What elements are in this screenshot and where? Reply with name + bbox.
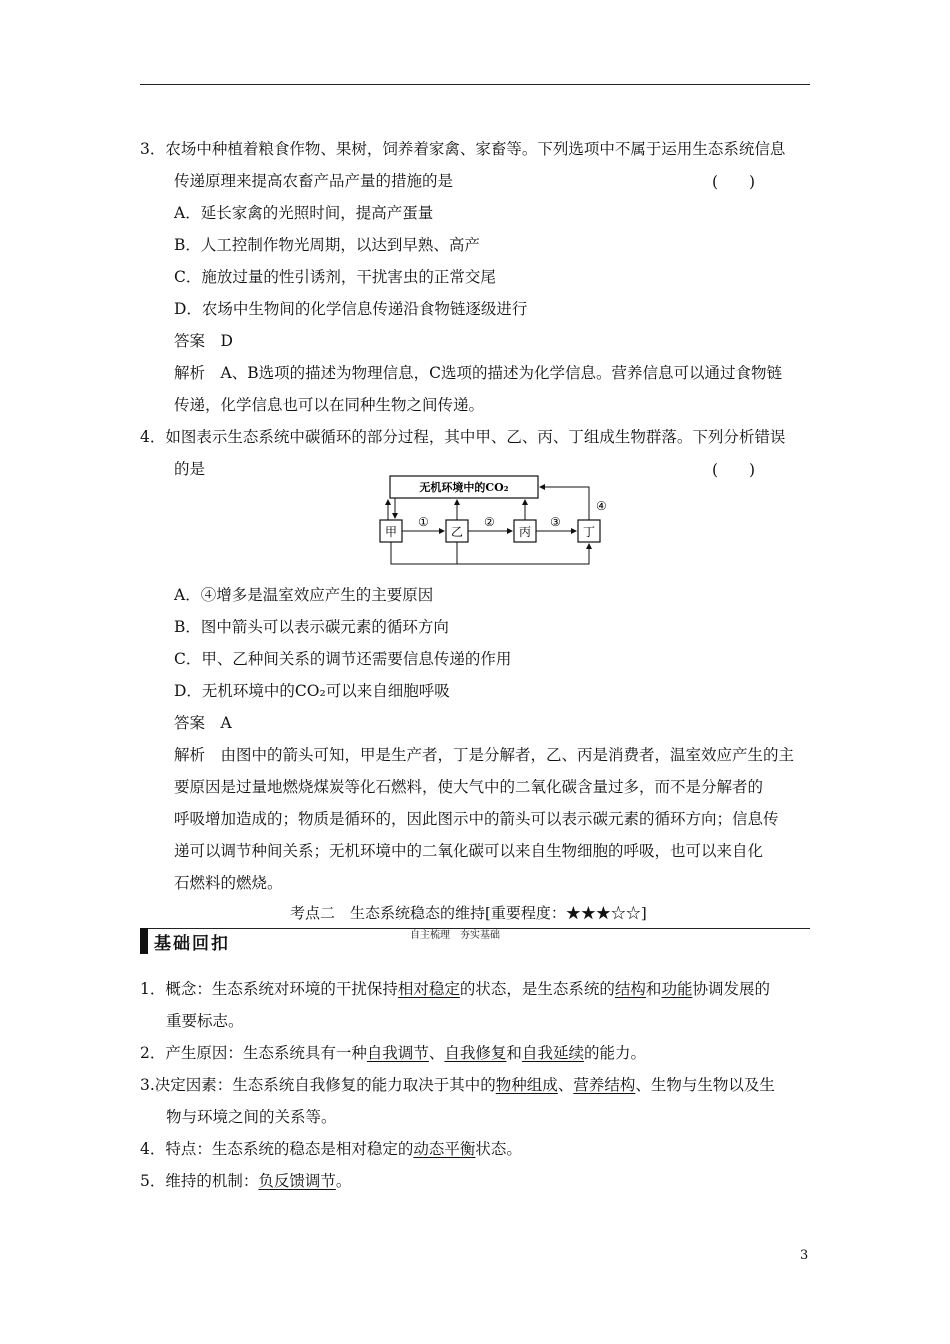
q3-analysis-line1: 解析 A、B选项的描述为物理信息，C选项的描述为化学信息。营养信息可以通过食物链	[174, 364, 782, 382]
q4-option-d: D．无机环境中的CO₂可以来自细胞呼吸	[174, 682, 450, 700]
header-rule	[140, 84, 810, 85]
point-5: 5．维持的机制：负反馈调节。	[140, 1172, 352, 1190]
arrow-label-2: ②	[484, 515, 495, 529]
q3-answer-bracket: ( )	[712, 173, 756, 191]
q3-stem-line2: 传递原理来提高农畜产品产量的措施的是	[174, 172, 454, 190]
q4-option-a: A．④增多是温室效应产生的主要原因	[174, 586, 434, 604]
node-yi-label: 乙	[450, 525, 464, 539]
node-jia-label: 甲	[384, 525, 398, 539]
node-ding-label: 丁	[582, 525, 596, 539]
banner-block	[140, 928, 148, 954]
q3-option-d: D．农场中生物间的化学信息传递沿食物链逐级进行	[174, 300, 528, 318]
point-1-line2: 重要标志。	[166, 1012, 244, 1030]
co2-box-label: 无机环境中的CO₂	[419, 481, 509, 494]
q4-analysis-line2: 要原因是过量地燃烧煤炭等化石燃料，使大气中的二氧化碳含量过多，而不是分解者的	[174, 778, 764, 796]
q4-analysis-line3: 呼吸增加造成的；物质是循环的，因此图示中的箭头可以表示碳元素的循环方向；信息传	[174, 810, 779, 828]
q4-option-b: B．图中箭头可以表示碳元素的循环方向	[174, 618, 449, 636]
blank-trophic-structure: 营养结构	[573, 1076, 636, 1094]
point-1-line1: 1．概念：生态系统对环境的干扰保持相对稳定的状态，是生态系统的结构和功能协调发展的	[140, 980, 770, 998]
section-subtitle: 自主梳理 夯实基础	[410, 930, 500, 941]
blank-dynamic-balance: 动态平衡	[413, 1140, 476, 1158]
q4-stem-line1: 4．如图表示生态系统中碳循环的部分过程，其中甲、乙、丙、丁组成生物群落。下列分析错误	[140, 428, 786, 446]
q4-analysis-line1: 解析 由图中的箭头可知，甲是生产者，丁是分解者，乙、丙是消费者，温室效应产生的主	[174, 746, 795, 764]
blank-function: 功能	[661, 980, 693, 998]
blank-relative-stability: 相对稳定	[397, 980, 460, 998]
section-title: 考点二 生态系统稳态的维持[重要程度：★★★☆☆]	[290, 904, 647, 922]
arrow-label-3: ③	[550, 515, 561, 529]
blank-structure: 结构	[614, 980, 646, 998]
q3-stem-line1: 3．农场中种植着粮食作物、果树，饲养着家禽、家畜等。下列选项中不属于运用生态系统信息	[140, 140, 786, 158]
q3-option-c: C．施放过量的性引诱剂，干扰害虫的正常交尾	[174, 268, 496, 286]
blank-negative-feedback: 负反馈调节	[258, 1172, 336, 1190]
q3-option-a: A．延长家禽的光照时间，提高产蛋量	[174, 204, 434, 222]
arrow-ding-to-co2	[540, 487, 589, 520]
point-3-line1: 3.决定因素：生态系统自我修复的能力取决于其中的物种组成、营养结构、生物与生物以及生	[140, 1076, 775, 1094]
arrow-jia-to-ding	[391, 542, 589, 564]
q3-analysis-line2: 传递，化学信息也可以在同种生物之间传递。	[174, 396, 485, 414]
arrow-label-1: ①	[418, 515, 429, 529]
page-number: 3	[800, 1248, 809, 1263]
carbon-cycle-diagram	[378, 474, 608, 574]
point-2: 2．产生原因：生态系统具有一种自我调节、自我修复和自我延续的能力。	[140, 1044, 646, 1062]
blank-self-regulation: 自我调节	[366, 1044, 429, 1062]
q4-stem-line2: 的是	[174, 460, 206, 478]
blank-self-continuation: 自我延续	[521, 1044, 584, 1062]
q4-analysis-line5: 石燃料的燃烧。	[174, 874, 283, 892]
section-banner	[140, 928, 260, 954]
blank-species-composition: 物种组成	[495, 1076, 558, 1094]
point-4: 4．特点：生态系统的稳态是相对稳定的动态平衡状态。	[140, 1140, 522, 1158]
arrow-label-4: ④	[596, 499, 607, 513]
q3-option-b: B．人工控制作物光周期，以达到早熟、高产	[174, 236, 480, 254]
q4-option-c: C．甲、乙种间关系的调节还需要信息传递的作用	[174, 650, 512, 668]
point-3-line2: 物与环境之间的关系等。	[166, 1108, 337, 1126]
q4-analysis-line4: 递可以调节种间关系；无机环境中的二氧化碳可以来自生物细胞的呼吸，也可以来自化	[174, 842, 764, 860]
node-bing-label: 丙	[518, 525, 532, 539]
banner-label: 基础回扣	[154, 933, 230, 954]
q3-answer: 答案 D	[174, 332, 233, 350]
q4-answer: 答案 A	[174, 714, 232, 732]
blank-self-repair: 自我修复	[444, 1044, 507, 1062]
q4-answer-bracket: ( )	[712, 461, 756, 479]
